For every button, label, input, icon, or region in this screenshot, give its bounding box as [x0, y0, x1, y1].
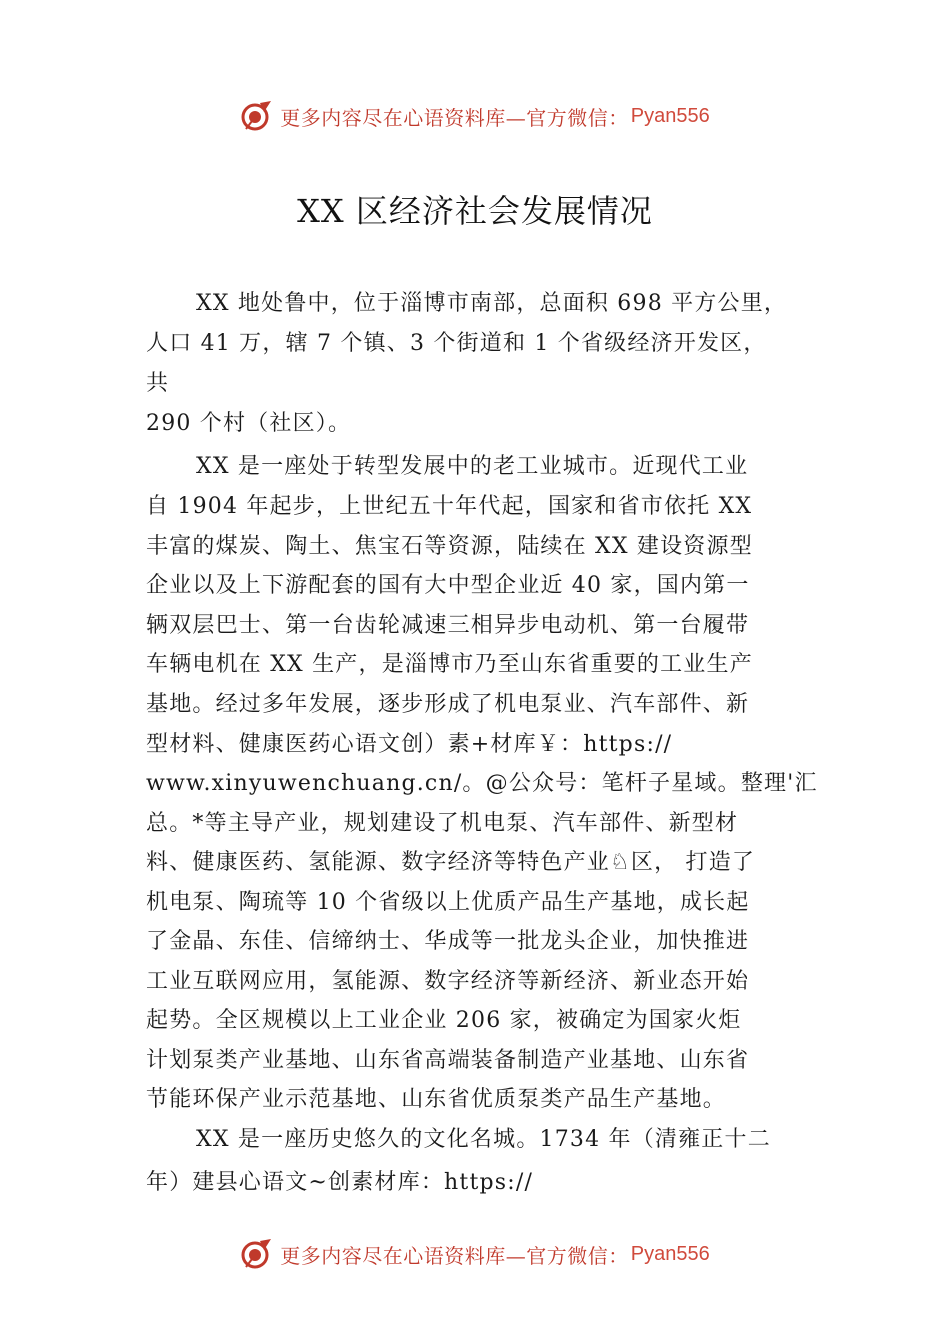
- text-line: 料、健康医药、氢能源、数字经济等特色产业♘区， 打造了: [146, 850, 756, 875]
- text-line: XX 是一座历史悠久的文化名城。1734 年（清雍正十二: [196, 1127, 771, 1152]
- text-line: 辆双层巴士、第一台齿轮减速三相异步电动机、第一台履带: [146, 613, 750, 638]
- watermark-text: 更多内容尽在心语资料库—官方微信：: [280, 105, 629, 130]
- text-line: 型材料、健康医药心语文创）素+材库￥：https://: [146, 732, 673, 757]
- text-line: XX 是一座处于转型发展中的老工业城市。近现代工业: [196, 454, 749, 479]
- text-line: 计划泵类产业基地、山东省高端装备制造产业基地、山东省: [146, 1048, 750, 1073]
- document-title: XX 区经济社会发展情况: [297, 192, 653, 230]
- text-line: 机电泵、陶琉等 10 个省级以上优质产品生产基地，成长起: [146, 890, 750, 915]
- watermark-handle: Pyan556: [630, 1242, 710, 1265]
- watermark-handle: Pyan556: [630, 104, 710, 127]
- footer-watermark: [0, 1232, 950, 1276]
- quill-logo-icon: [240, 99, 274, 133]
- text-line: 人口 41 万，辖 7 个镇、3 个街道和 1 个省级经济开发区，: [146, 331, 767, 356]
- header-watermark: [0, 94, 950, 138]
- text-line: 丰富的煤炭、陶土、焦宝石等资源，陆续在 XX 建设资源型: [146, 534, 753, 559]
- text-line: 基地。经过多年发展，逐步形成了机电泵业、汽车部件、新: [146, 692, 750, 717]
- text-line: 节能环保产业示范基地、山东省优质泵类产品生产基地。: [146, 1087, 727, 1112]
- text-line: 总。*等主导产业，规划建设了机电泵、汽车部件、新型材: [146, 811, 739, 836]
- text-line: 年）建县心语文~创素材库：https://: [146, 1170, 534, 1195]
- text-line: 自 1904 年起步，上世纪五十年代起，国家和省市依托 XX: [146, 494, 753, 519]
- text-line: www.xinyuwenchuang.cn/。@公众号：笔杆子星域。整理'汇: [146, 771, 818, 796]
- text-line: 了金晶、东佳、信缔纳士、华成等一批龙头企业，加快推进: [146, 929, 750, 954]
- watermark-text: 更多内容尽在心语资料库—官方微信：: [280, 1243, 629, 1268]
- text-line: 共: [146, 371, 170, 396]
- text-line: 企业以及上下游配套的国有大中型企业近 40 家，国内第一: [146, 573, 750, 598]
- quill-logo-icon: [240, 1237, 274, 1271]
- text-line: 工业互联网应用，氢能源、数字经济等新经济、新业态开始: [146, 969, 750, 994]
- text-line: 车辆电机在 XX 生产，是淄博市乃至山东省重要的工业生产: [146, 652, 753, 677]
- text-line: 290 个村（社区）。: [146, 411, 352, 436]
- text-line: 起势。全区规模以上工业企业 206 家，被确定为国家火炬: [146, 1008, 742, 1033]
- text-line: XX 地处鲁中，位于淄博市南部，总面积 698 平方公里，: [196, 291, 788, 316]
